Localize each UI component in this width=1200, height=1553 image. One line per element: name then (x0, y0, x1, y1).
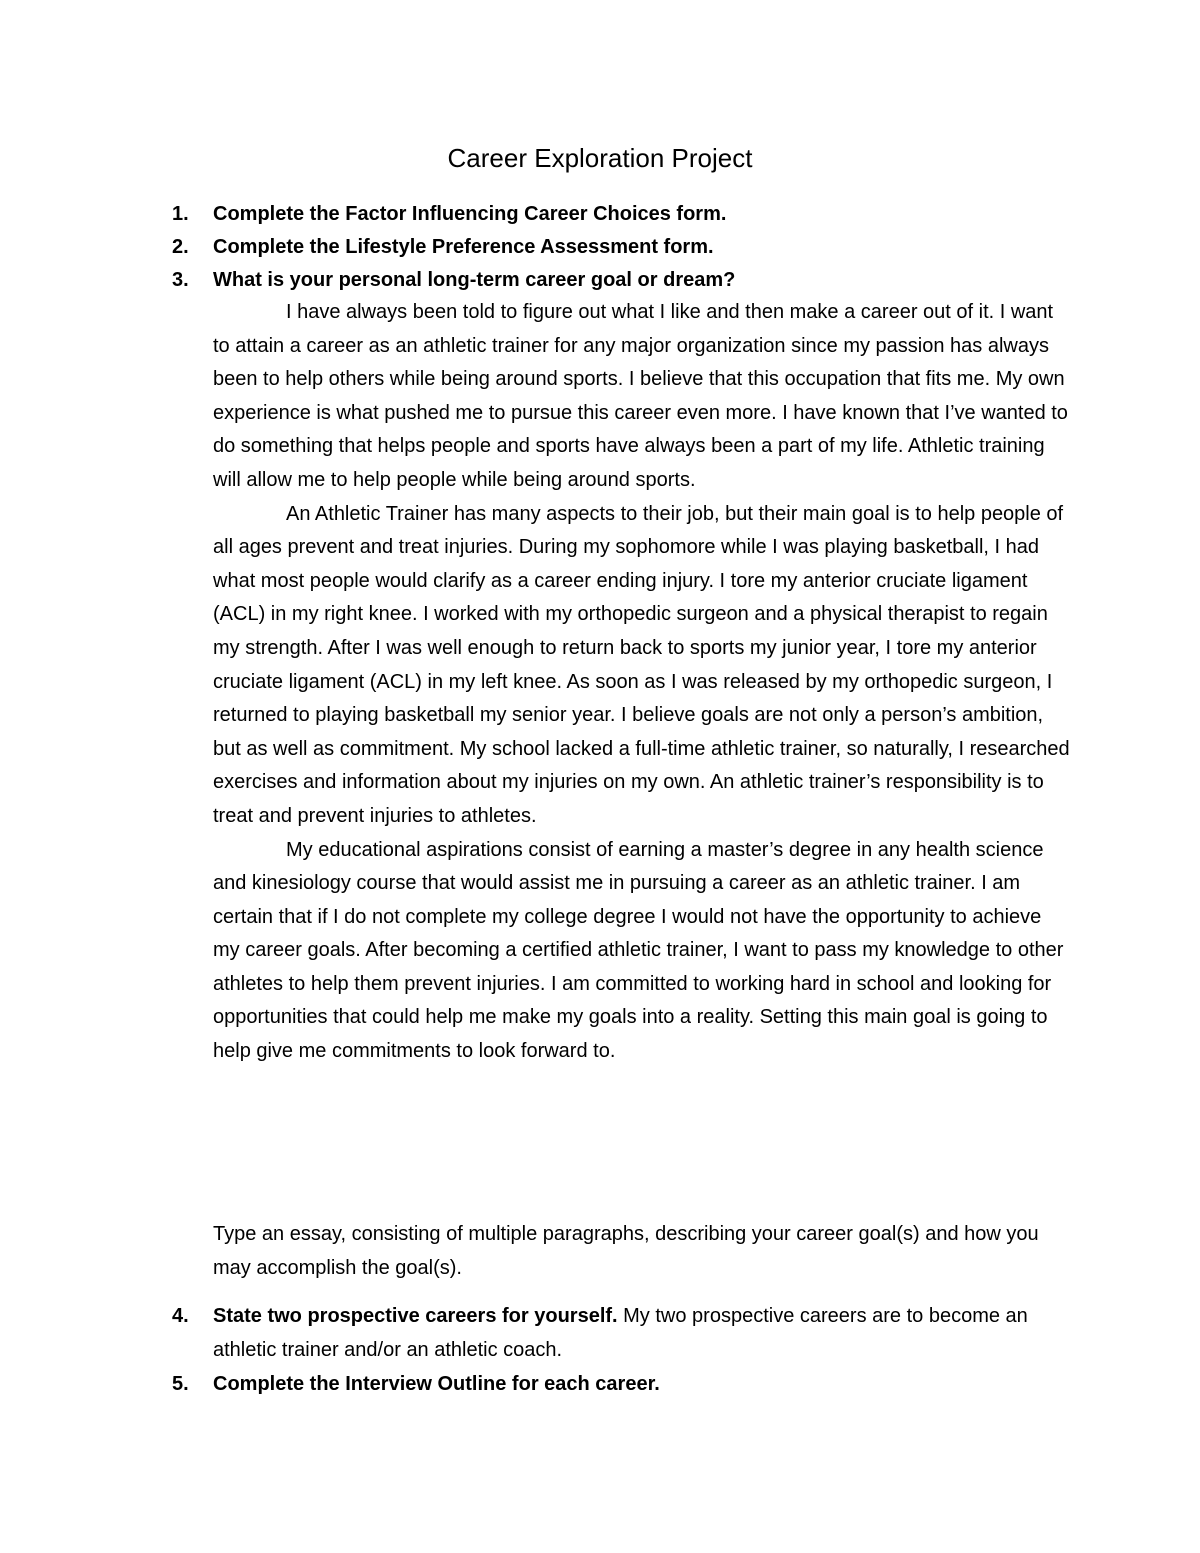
essay-paragraph-2: An Athletic Trainer has many aspects to their job, but their main goal is to help people of all ages prevent and treat injuries. During my sophomore while I was playing basketball, I had what most people would clarify as a career ending injury. I tore my anterior cruciate ligament (ACL) in my right knee. I worked with my orthopedic surgeon and a physical therapist to regain my strength. After I was well enough to return back to sports my junior year, I tore my anterior cruciate ligament (ACL) in my left knee. As soon as I was released by my orthopedic surgeon, I returned to playing basketball my senior year. I believe goals are not only a person’s ambition, but as well as commitment. My school lacked a full-time athletic trainer, so naturally, I researched exercises and information about my injuries on my own. An athletic trainer’s responsibility is to treat and prevent injuries to athletes. (213, 502, 1070, 827)
item-text: What is your personal long-term career goal or dream? (213, 269, 736, 291)
item-number: 5. (172, 1373, 189, 1395)
item-number: 2. (172, 236, 189, 258)
list-item-5 (172, 1368, 1072, 1402)
essay-paragraph-3: My educational aspirations consist of earning a master’s degree in any health science and kinesiology course that would assist me in pursuing a career as an athletic trainer. I am certain that if I do not complete my college degree I would not have the opportunity to achieve my career goals. After becoming a certified athletic trainer, I want to pass my knowledge to other athletes to help them prevent injuries. I am committed to working hard in school and looking for opportunities that could help me make my goals into a reality. Setting this main goal is going to help give me commitments to look forward to. (213, 838, 1064, 1063)
item-text: Complete the Interview Outline for each career. (213, 1373, 660, 1395)
item-text (213, 1300, 1072, 1367)
essay-answer (213, 296, 1073, 1069)
list-item-3 (172, 264, 1072, 298)
essay-prompt: Type an essay, consisting of multiple paragraphs, describing your career goal(s) and how you may accomplish the goal(s). (213, 1223, 1039, 1279)
list-item-2 (172, 231, 1072, 265)
list-item-1 (172, 198, 1072, 232)
page-title: Career Exploration Project (447, 143, 753, 173)
item-answer: My two prospective careers are to become an athletic trainer and/or an athletic coach. (213, 1305, 1028, 1361)
item-number: 3. (172, 269, 189, 291)
item-text: Complete the Factor Influencing Career Choices form. (213, 203, 727, 225)
item-number: 4. (172, 1305, 189, 1327)
list-item-4 (172, 1300, 1072, 1367)
item-text: Complete the Lifestyle Preference Assessment form. (213, 236, 714, 258)
item-label: State two prospective careers for yourself. (213, 1305, 618, 1327)
item-number: 1. (172, 203, 189, 225)
essay-paragraph-1: I have always been told to figure out what I like and then make a career out of it. I want to attain a career as an athletic trainer for any major organization since my passion has always been to help others while being around sports. I believe that this occupation that fits me. My own experience is what pushed me to pursue this career even more. I have known that I’ve wanted to do something that helps people and sports have always been a part of my life. Athletic training will allow me to help people while being around sports. (213, 301, 1068, 491)
